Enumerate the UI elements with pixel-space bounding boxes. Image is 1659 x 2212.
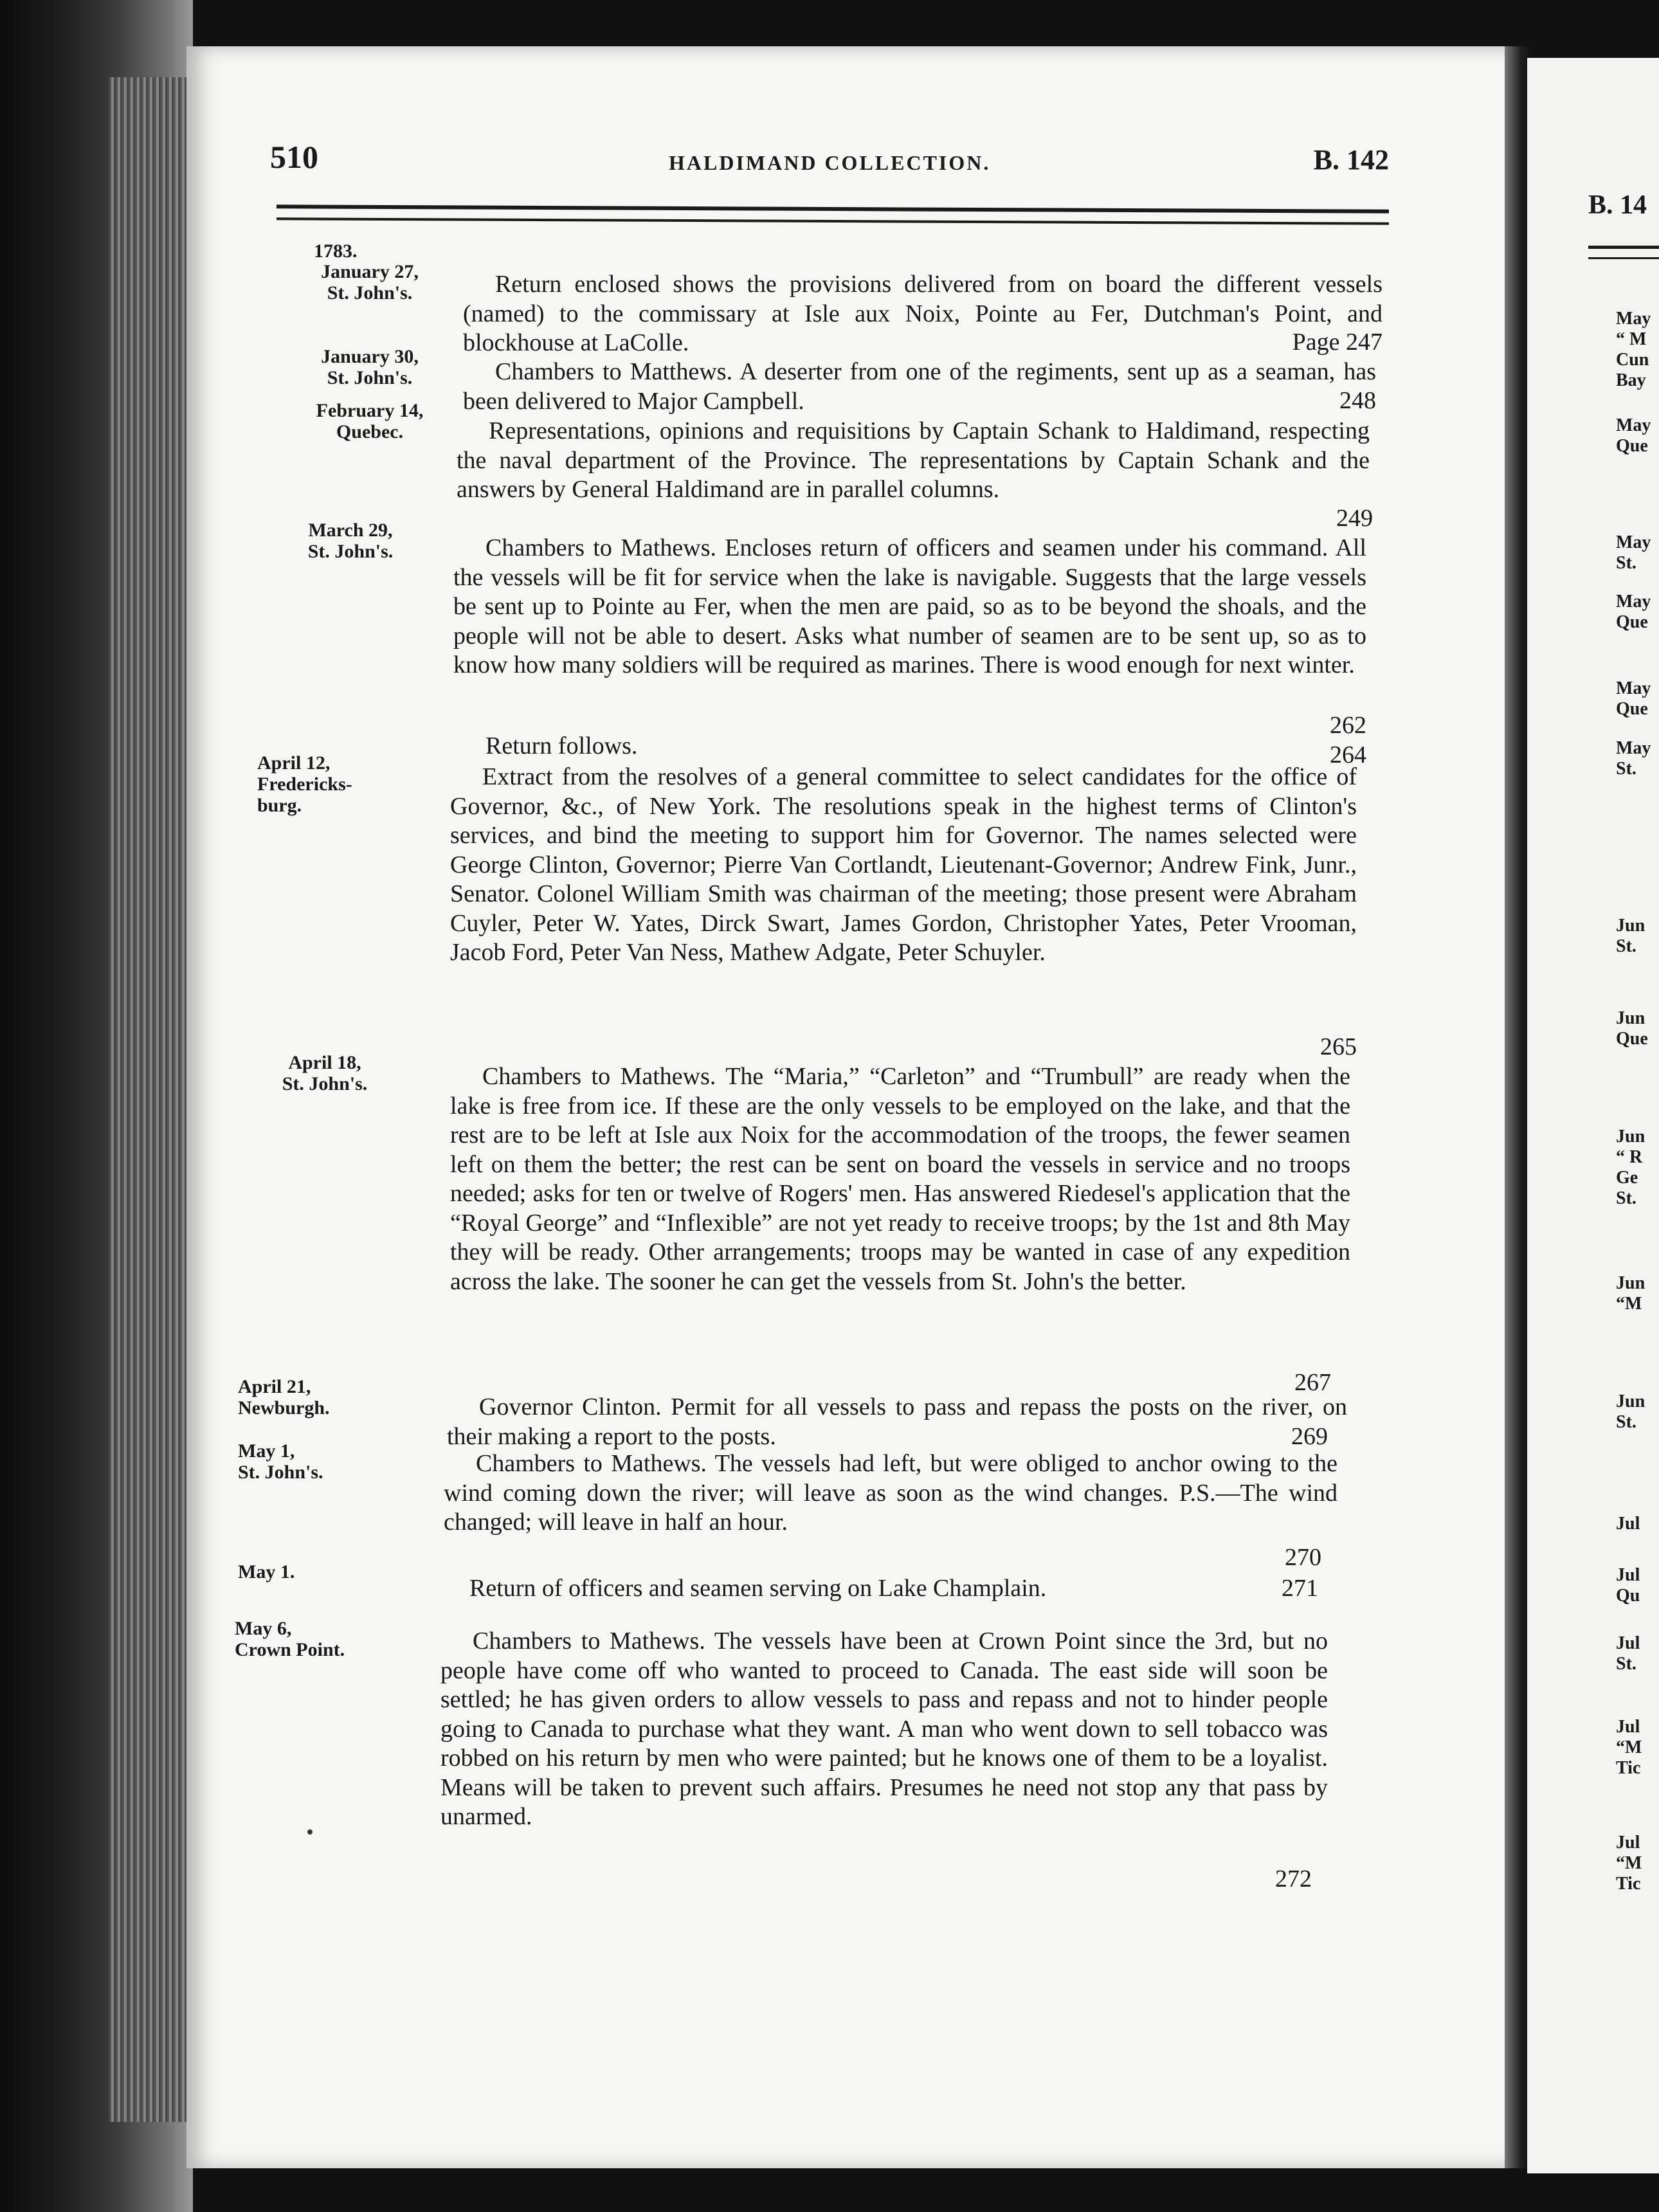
- next-page-date: Jun St.: [1616, 916, 1645, 956]
- entry-page: 269: [1291, 1423, 1328, 1450]
- next-page-date: Jul Qu: [1616, 1565, 1640, 1606]
- next-page-date: Jul St.: [1616, 1633, 1640, 1674]
- calendar-entries: [235, 231, 1382, 1968]
- entry-text: Governor Clinton. Permit for all vessels to pass and repass the posts on the river, on their making a report to the posts.: [447, 1393, 1347, 1450]
- entry-text: Return enclosed shows the provisions delivered from on board the different vessels (named) to the commissary at Isle aux Noix, Pointe au Fer, Dutchman's Point, and blockhouse at LaColle.: [463, 271, 1382, 356]
- page-edges: [109, 77, 186, 2122]
- entry-text: Chambers to Mathews. Encloses return of officers and seamen under his command. All the vessels will be fit for service when the lake is navigable. Suggests that the large vessels be sent up to Pointe au Fer, when the men are paid, so as to be beyond the shoals, and the people will not be able to desert. Asks what number of seamen are to be sent up, so as to know how many soldiers will be required as marines. There is wood enough for next winter.: [453, 534, 1366, 678]
- entry-page: Page 247: [1292, 329, 1382, 356]
- book-gutter: [1505, 46, 1530, 2168]
- next-page-date: Jun Que: [1616, 1008, 1648, 1049]
- entry-page: 271: [1282, 1575, 1318, 1602]
- entry-page: 264: [1330, 741, 1366, 768]
- next-page-date: May Que: [1616, 678, 1651, 719]
- page-header: [270, 138, 1389, 183]
- entry-text: Chambers to Mathews. The “Maria,” “Carleton” and “Trumbull” are ready when the lake is free from ice. If these are the only vessels to be employed on the lake, and that the rest are to be left at Isle aux Noix for the accommodation of the troops, the fewer seamen left on them the better; the rest can be sent on board the vessels in service and no troops needed; asks for ten or twelve of Rogers' men. Has answered Riedesel's application that the “Royal George” and “Inflexible” are not yet ready to receive troops; by the 1st and 8th May they will be ready. Other arrangements; troops may be wanted in case of any expedition across the lake. The sooner he can get the vessels from St. John's the better.: [450, 1063, 1350, 1295]
- next-page-date: May St.: [1616, 532, 1651, 573]
- entry-date: May 1, St. John's.: [238, 1440, 323, 1483]
- entry-date: February 14, Quebec.: [316, 400, 424, 442]
- next-page-date: Jul: [1616, 1514, 1640, 1534]
- running-title: HALDIMAND COLLECTION.: [669, 151, 991, 174]
- next-page-date: May “ M Cun Bay: [1616, 309, 1651, 390]
- next-page-date: May Que: [1616, 592, 1651, 632]
- next-page-date: May Que: [1616, 415, 1651, 456]
- entry-page: 249: [1336, 505, 1373, 532]
- entry-text: Chambers to Mathews. The vessels have been at Crown Point since the 3rd, but no people have come off who wanted to proceed to Canada. The east side will soon be settled; he has given orders to allow vessels to pass and repass and not to hinder people going to Canada to purchase what they want. A man who went down to sell tobacco was robbed on his return by men who were painted; but he knows one of them to be a loyalist. Means will be taken to prevent such affairs. Presumes he need not stop any that pass by unarmed.: [440, 1627, 1328, 1830]
- next-page-date: Jul “M Tic: [1616, 1833, 1642, 1894]
- entry-date: May 6, Crown Point.: [235, 1618, 345, 1660]
- entry-text: Return follows.: [485, 732, 638, 759]
- entry-page: 265: [1320, 1033, 1357, 1060]
- entry-page: 267: [1294, 1369, 1331, 1396]
- next-page-date: Jun St.: [1616, 1392, 1645, 1432]
- entry-date: January 30, St. John's.: [321, 346, 419, 388]
- entry-text: Return of officers and seamen serving on Lake Champlain.: [469, 1575, 1047, 1602]
- entry-date: May 1.: [238, 1561, 295, 1582]
- page-number: 510: [270, 139, 318, 175]
- next-page-header: B. 14: [1588, 190, 1647, 220]
- entry-text: Extract from the resolves of a general committee to select candidates for the office of Governor, &c., of New York. The resolutions speak in the highest terms of Clinton's services, and bind the meeting to support him for Governor. The names selected were George Clinton, Governor; Pierre Van Cortlandt, Lieutenant-Governor; Andrew Fink, Junr., Senator. Colonel William Smith was chairman of the meeting; those present were Abraham Cuyler, Peter W. Yates, Dirck Swart, James Gordon, Christopher Yates, Peter Vrooman, Jacob Ford, Peter Van Ness, Mathew Adgate, Peter Schuyler.: [450, 763, 1357, 966]
- entry-text: Representations, opinions and requisitions by Captain Schank to Haldimand, respecting the naval department of the Province. The representations by Captain Schank and the answers by General Haldimand are in parallel columns.: [457, 417, 1370, 503]
- entry-date: January 27, St. John's.: [321, 261, 419, 304]
- entry-page: 270: [1285, 1544, 1321, 1571]
- entry-text: Chambers to Matthews. A deserter from one of the regiments, sent up as a seaman, has been delivered to Major Campbell.: [463, 358, 1376, 415]
- next-page-date: Jul “M Tic: [1616, 1717, 1642, 1778]
- entry-date: March 29, St. John's.: [307, 520, 394, 562]
- next-page-rule-thin: [1588, 257, 1659, 259]
- entry-date: April 12, Fredericks- burg.: [257, 752, 352, 816]
- next-page-date: Jun “M: [1616, 1273, 1645, 1314]
- entry-page: 262: [1330, 712, 1366, 739]
- entry-text: Chambers to Mathews. The vessels had left, but were obliged to anchor owing to the wind coming down the river; will leave as soon as the wind changes. P.S.—The wind changed; will leave in half an hour.: [444, 1450, 1337, 1536]
- page-speck: [307, 1829, 313, 1835]
- next-page-rule: [1588, 246, 1659, 249]
- entry-date: April 21, Newburgh.: [238, 1376, 330, 1419]
- volume-reference: B. 142: [1313, 144, 1389, 176]
- year-label: 1783.: [314, 240, 358, 262]
- entry-page: 272: [1275, 1865, 1312, 1892]
- entry-page: 248: [1339, 387, 1376, 414]
- next-page-date: Jun “ R Ge St.: [1616, 1127, 1645, 1208]
- entry-date: April 18, St. John's.: [282, 1052, 368, 1094]
- next-page-date: May St.: [1616, 738, 1651, 779]
